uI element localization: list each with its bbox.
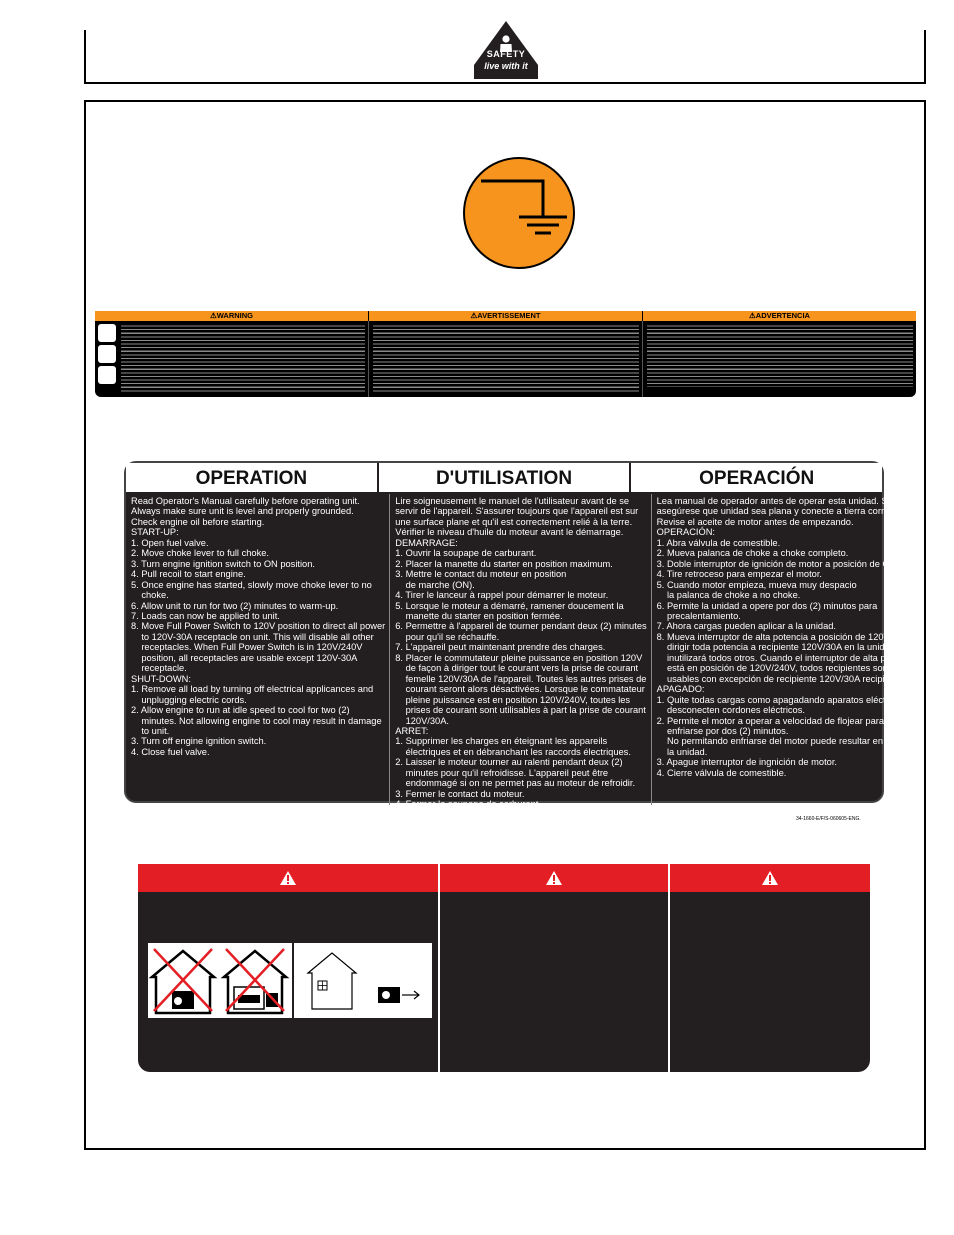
- instruction-line: 5. Once engine has started, slowly move choke lever to no: [131, 579, 372, 590]
- instruction-line: enfriarse por dos (2) minutos.: [656, 725, 789, 736]
- danger-divider: [668, 892, 670, 1072]
- instruction-line: asegúrese que unidad sea plana y conecte a tierra correcto.: [656, 506, 905, 517]
- operation-heading-es: OPERACIÓN: [699, 468, 815, 489]
- instruction-line: 3. Apague interruptor de ingnición de motor.: [656, 757, 838, 768]
- instruction-line: 4. Tire retroceso para empezar el motor.: [656, 569, 822, 580]
- instruction-line: 3. Doble interruptor de ignición de motor a posición de ON.: [656, 558, 900, 569]
- pictogram-outdoor-use: [294, 943, 432, 1018]
- instruction-line: 7. L'appareil peut maintenant prendre des charges.: [395, 642, 606, 653]
- label-part-number: 34-1660-E/F/S-060605-ENG.: [796, 816, 861, 822]
- warning-heading-en: ⚠WARNING: [95, 311, 369, 321]
- warning-column-fr: [369, 321, 643, 397]
- danger-divider: [438, 892, 440, 1072]
- instruction-line: 3. Turn engine ignition switch to ON position.: [131, 558, 315, 569]
- instruction-line: precalentamiento.: [656, 610, 741, 621]
- instruction-line: de façon à diriger tout le courant vers la prise de courant: [395, 663, 639, 674]
- no-indoor-use-icon: [148, 943, 292, 1018]
- header-box: [84, 30, 86, 84]
- danger-heading-en: [138, 864, 440, 892]
- instruction-line: 2. Placer la manette du starter en position maximum.: [395, 558, 613, 569]
- instruction-line: Lea manual de operador antes de operar esta unidad. Siempre: [656, 496, 917, 506]
- instruction-line: 5. Cuando motor empieza, mueva muy despacio: [656, 579, 857, 590]
- danger-heading-es: [670, 864, 870, 892]
- operation-instructions-fr: [390, 494, 651, 810]
- instruction-line: 1. Open fuel valve.: [131, 537, 209, 548]
- grounding-symbol: [463, 157, 575, 269]
- safety-badge-title: SAFETY: [486, 49, 526, 59]
- instruction-line: 4. Tirer le lanceur à rappel pour démarrer le moteur.: [395, 590, 609, 601]
- instruction-line: 1. Supprimer les charges en éteignant les appareils: [395, 736, 608, 747]
- instruction-line: servir de l'appareil. S'assurer toujours que l'appareil est sur: [395, 506, 639, 517]
- instruction-line: 8. Mueva interruptor de alta potencia a posición de 120V para: [656, 631, 911, 642]
- warning-label: [95, 311, 916, 397]
- warning-label-body: [95, 321, 916, 397]
- instruction-line: inutilizará todos otros. Cuando el interruptor de alta potencia: [656, 652, 916, 663]
- instruction-line: 2. Mueva palanca de choke a choke completo.: [656, 548, 849, 559]
- instruction-line: Vérifier le niveau d'huile du moteur avant le démarrage.: [395, 527, 624, 538]
- warning-triangle-icon: [545, 870, 563, 886]
- instruction-line: ARRET:: [395, 725, 429, 736]
- danger-label: [138, 864, 870, 1072]
- instruction-line: desconecten cordones eléctricos.: [656, 705, 805, 716]
- toxic-gas-icon: [98, 324, 116, 342]
- instruction-line: to 120V-30A receptacle on unit. This will disable all other: [131, 631, 374, 642]
- instruction-line: Lire soigneusement le manuel de l'utilisateur avant de se: [395, 496, 630, 506]
- instruction-line: 3. Turn off engine ignition switch.: [131, 736, 267, 747]
- instruction-line: position, all receptacles are usable except 120V-30A: [131, 652, 358, 663]
- warning-column-en: [95, 321, 369, 397]
- operation-instructions-en: [126, 494, 390, 805]
- instruction-line: 6. Allow unit to run for two (2) minutes to warm-up.: [131, 600, 339, 611]
- pictogram-indoor-prohibited: [148, 943, 292, 1018]
- instruction-line: 1. Ouvrir la soupape de carburant.: [395, 548, 537, 559]
- instruction-line: SHUT-DOWN:: [131, 673, 191, 684]
- instruction-line: 4. Close fuel valve.: [131, 746, 210, 757]
- operation-label-body: [126, 494, 919, 810]
- warning-fine-print: [121, 324, 365, 394]
- instruction-line: 1. Remove all load by turning off electrical applicances and: [131, 684, 374, 695]
- safety-badge-tagline: live with it: [484, 61, 528, 71]
- fire-icon: [98, 366, 116, 384]
- instruction-line: 3. Fermer le contact du moteur.: [395, 788, 525, 799]
- instruction-line: la unidad.: [656, 746, 708, 757]
- operation-label-header: [126, 463, 882, 494]
- instruction-line: to unit.: [131, 725, 170, 736]
- instruction-line: une surface plane et qu'il est correctement relié à la terre.: [395, 516, 633, 527]
- instruction-line: Check engine oil before starting.: [131, 516, 265, 527]
- header-box-right: [924, 30, 926, 84]
- instruction-line: pour qu'il se réchauffe.: [395, 631, 500, 642]
- operation-label: [124, 461, 919, 810]
- danger-heading-fr: [440, 864, 670, 892]
- instruction-line: la palanca de choke a no choke.: [656, 590, 801, 601]
- instruction-line: 5. Lorsque le moteur a démarré, ramener doucement la: [395, 600, 624, 611]
- instruction-line: minutes. Not allowing engine to cool may result in damage: [131, 715, 382, 726]
- danger-label-header: [138, 864, 870, 892]
- instruction-line: 7. Ahora cargas pueden aplicar a la unidad.: [656, 621, 836, 632]
- instruction-line: endommagé si on ne permet pas au moteur de refroidir.: [395, 778, 636, 789]
- warning-heading-fr: ⚠AVERTISSEMENT: [369, 311, 643, 321]
- operation-heading-en: OPERATION: [126, 463, 379, 492]
- instruction-line: courant seront alors désactivées. Lorsque le commatateur: [395, 684, 645, 695]
- instruction-line: 6. Permite la unidad a opere por dos (2) minutos para: [656, 600, 878, 611]
- instruction-line: manette du starter en position fermée.: [395, 610, 563, 621]
- instruction-line: 4. Fermer la soupape de carburant.: [395, 799, 541, 810]
- instruction-line: OPERACIÓN:: [656, 527, 716, 538]
- warning-fine-print: [373, 324, 639, 394]
- instruction-line: dirigir toda potencia a recipiente 120V/30A en la unidad. Este: [656, 642, 919, 653]
- operation-heading-fr: D'UTILISATION: [379, 463, 632, 492]
- instruction-line: receptacles. When Full Power Switch is in 120V/240V: [131, 642, 363, 653]
- instruction-line: de marche (ON).: [395, 579, 475, 590]
- instruction-line: choke.: [131, 590, 169, 601]
- ground-icon: [465, 159, 573, 267]
- instruction-line: 1. Quite todas cargas como apagadando aparatos eléctricos y: [656, 694, 913, 705]
- instruction-line: 2. Move choke lever to full choke.: [131, 548, 269, 559]
- instruction-line: 7. Loads can now be applied to unit.: [131, 610, 280, 621]
- instruction-line: 8. Move Full Power Switch to 120V position to direct all power: [131, 621, 386, 632]
- instruction-line: Always make sure unit is level and properly grounded.: [131, 506, 354, 517]
- instruction-line: No permitando enfriarse del motor puede resultar en daño a: [656, 736, 915, 747]
- warning-fine-print: [647, 324, 913, 387]
- instruction-line: receptacle.: [131, 663, 187, 674]
- instruction-line: 8. Placer le commutateur pleine puissance en position 120V: [395, 652, 643, 663]
- instruction-line: pleine puissance est en position 120V/240V, toutes les: [395, 694, 631, 705]
- warning-column-es: [643, 321, 916, 397]
- instruction-line: minutes pour qu'il refroidisse. L'appareil peut être: [395, 767, 609, 778]
- instruction-line: usables con excepción de recipiente 120V/30A recipientes.: [656, 673, 910, 684]
- safety-badge-text: [472, 44, 540, 71]
- warning-triangle-icon: [279, 870, 297, 886]
- instruction-line: électriques et en débranchant les raccords électriques.: [395, 746, 631, 757]
- warning-triangle-icon: [761, 870, 779, 886]
- warning-label-header: [95, 311, 916, 321]
- instruction-line: unplugging electric cords.: [131, 694, 247, 705]
- instruction-line: 4. Pull recoil to start engine.: [131, 569, 246, 580]
- instruction-line: 2. Permite el motor a operar a velocidad de flojear para: [656, 715, 885, 726]
- instruction-line: APAGADO:: [656, 684, 705, 695]
- operation-instructions-es: [652, 494, 923, 805]
- instruction-line: está en posición de 120V/240V, todos recipientes son: [656, 663, 888, 674]
- instruction-line: 2. Allow engine to run at idle speed to cool for two (2): [131, 705, 350, 716]
- instruction-line: 120V/30A.: [395, 715, 450, 726]
- instruction-line: 2. Laisser le moteur tourner au ralenti pendant deux (2): [395, 757, 623, 768]
- instruction-line: Revise el aceite de motor antes de empezando.: [656, 516, 854, 527]
- instruction-line: femelle 120V/30A de l'appareil. Toutes les autres prises de: [395, 673, 647, 684]
- instruction-line: 3. Mettre le contact du moteur en position: [395, 569, 567, 580]
- warning-heading-es: ⚠ADVERTENCIA: [749, 311, 810, 320]
- explosion-icon: [98, 345, 116, 363]
- instruction-line: DEMARRAGE:: [395, 537, 458, 548]
- warning-pictograms: [98, 324, 118, 387]
- instruction-line: START-UP:: [131, 527, 179, 538]
- outdoor-use-icon: [294, 943, 432, 1018]
- instruction-line: prises de courant sont utilisables à part la prise de courant: [395, 705, 646, 716]
- instruction-line: 6. Permettre à l'appareil de tourner pendant deux (2) minutes: [395, 621, 647, 632]
- instruction-line: 4. Cierre válvula de comestible.: [656, 767, 787, 778]
- instruction-line: 1. Abra válvula de comestible.: [656, 537, 781, 548]
- instruction-line: Read Operator's Manual carefully before operating unit.: [131, 496, 360, 506]
- header-box-bottom: [84, 82, 926, 84]
